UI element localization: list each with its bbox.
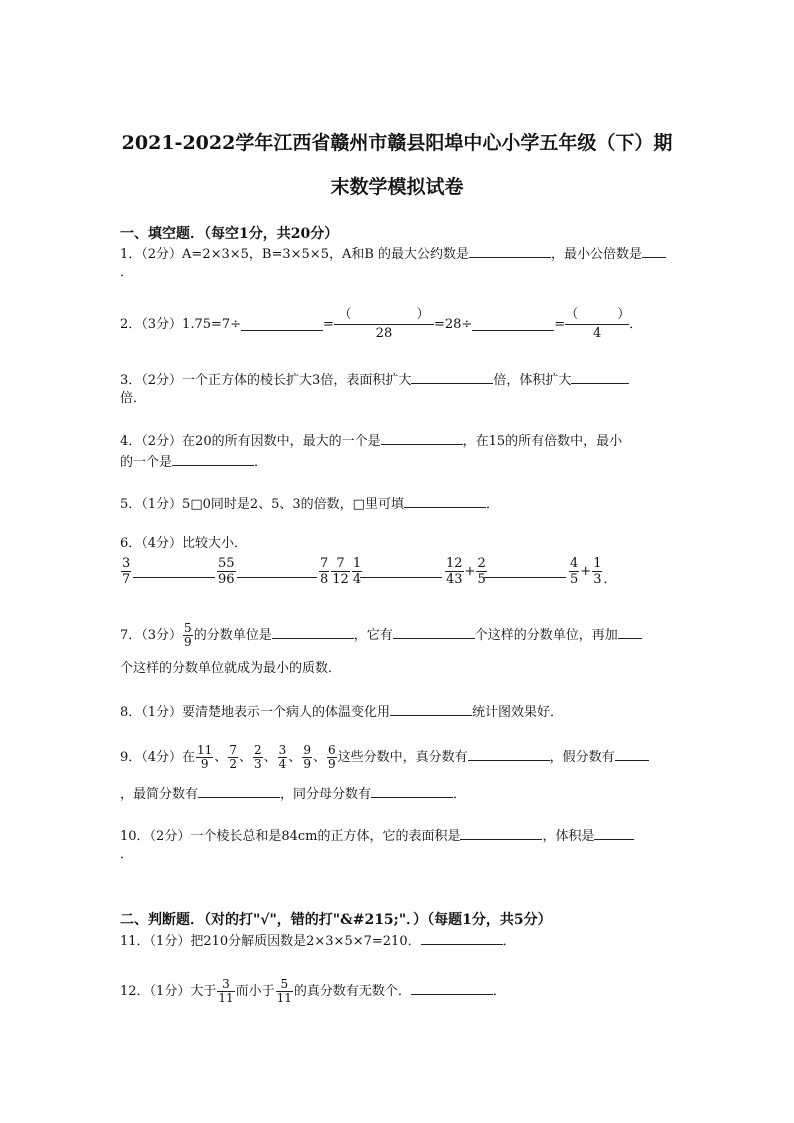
q6-fraction-7-8: $\frac{7}{8}$: [320, 556, 329, 587]
exam-title-line2: 末数学模拟试卷: [330, 176, 464, 198]
q7-line2: 个这样的分数单位就成为最小的质数．: [120, 661, 342, 676]
q10-blank-surface-area[interactable]: [460, 827, 542, 840]
q9-blank-improper[interactable]: [615, 748, 649, 761]
q9-fraction-9-9: $\frac{9}{9}$: [303, 743, 311, 771]
q7-blank-count[interactable]: [393, 626, 475, 639]
q6-fraction-55-96: $\frac{55}{96}$: [218, 556, 235, 587]
q1-blank-gcd[interactable]: [469, 245, 551, 258]
q6-fraction-1-4: $\frac{1}{4}$: [352, 556, 362, 587]
q9-separator: 、: [288, 750, 302, 765]
q5-text-a: 5．（1分）5□0同时是2、5、3的倍数，□里可填: [120, 497, 404, 512]
q4-blank-largest-factor[interactable]: [381, 432, 463, 445]
q2-fraction-2-denominator: 4: [593, 326, 602, 341]
q9-separator: 、: [214, 750, 228, 765]
q6-fraction-12-43: $\frac{12}{43}$: [446, 556, 463, 587]
question-8: 8．（1分）要清楚地表示一个病人的体温变化用 统计图效果好．: [120, 705, 564, 720]
q2-end: ．: [629, 316, 643, 332]
q3-end: 倍．: [120, 391, 147, 406]
q1-blank-lcm[interactable]: [642, 245, 666, 258]
q9-blank-same-denominator[interactable]: [371, 785, 453, 798]
q10-blank-volume[interactable]: [594, 827, 634, 840]
q1-text-a: 1．（2分）A=2×3×5，B=3×5×5，A和B 的最大公约数是: [120, 247, 470, 262]
q6-blank-1[interactable]: [133, 577, 215, 578]
q7-blank-add[interactable]: [618, 626, 642, 639]
q6-fraction-1-3: $\frac{1}{3}$: [593, 556, 602, 587]
q2-blank-1[interactable]: [241, 318, 323, 331]
q7-blank-unit[interactable]: [272, 626, 354, 639]
q2-fraction-2-numerator[interactable]: （ ）: [565, 306, 629, 325]
q6-compare-4: $\frac{4}{5}$ + $\frac{1}{3}$ ．: [570, 556, 617, 587]
question-9: 9．（4分）在 $\frac{11}{9}$ 、 $\frac{7}{2}$ 、 $\frac{2}{3}$ 、 $\frac{3}{4}$ 、 $\frac{9}{9}$ 、 $\frac{6}{9}$ 这些分数中，真分数有 ，假分数有: [120, 744, 649, 771]
q4-text-b: ，在15的所有倍数中，最小: [462, 434, 623, 449]
q9-separator: 、: [263, 750, 277, 765]
question-6: 6．（4分）比较大小．: [120, 536, 248, 551]
q6-compare-1-left: [120, 556, 132, 587]
q6-blank-3[interactable]: [360, 577, 442, 578]
q12-fraction-5-11: $\frac{5}{11}$: [276, 977, 292, 1005]
exam-title-line1: 2021-2022学年江西省赣州市赣县阳埠中心小学五年级（下）期: [121, 132, 673, 154]
q2-blank-2[interactable]: [472, 318, 554, 331]
q2-fraction-1-numerator[interactable]: （ ）: [334, 306, 434, 325]
question-4-line2: [120, 453, 267, 471]
q6-compare-1-right: [216, 556, 237, 587]
q12-fraction-3-11: $\frac{3}{11}$: [218, 977, 234, 1005]
q9-fraction-11-9: $\frac{11}{9}$: [197, 743, 213, 771]
q2-fraction-1-denominator: 28: [375, 326, 393, 341]
q8-blank-chart-type[interactable]: [390, 703, 472, 716]
question-5: [120, 495, 499, 513]
q6-fraction-7-12: $\frac{7}{12}$: [332, 556, 349, 587]
q3-blank-volume[interactable]: [571, 371, 629, 384]
question-9-line2: ，最简分数有 ，同分母分数有 ．: [120, 787, 467, 802]
section-true-false-heading: 二、判断题．（对的打"√"，错的打"&#215;"．）（每题1分，共5分）: [120, 912, 552, 928]
q4-text-d: ．: [254, 455, 268, 470]
q9-fraction-3-4: $\frac{3}{4}$: [278, 743, 287, 771]
q9-blank-proper[interactable]: [468, 748, 550, 761]
q9-separator: 、: [238, 750, 252, 765]
question-10: 10．（2分）一个棱长总和是84cm的正方体，它的表面积是 ，体积是: [120, 827, 634, 845]
q3-blank-area[interactable]: [411, 371, 493, 384]
q2-fraction-1: [334, 306, 434, 343]
q3-text-b: 倍，体积扩大: [493, 373, 572, 388]
q9-blank-simplest[interactable]: [198, 785, 280, 798]
q6-compare-2: [318, 556, 363, 587]
section-fill-blank-heading: 一、填空题．（每空1分，共20分）: [120, 226, 339, 242]
question-11: 11．（1分）把210分解质因数是2×3×5×7=210． ．: [120, 934, 516, 949]
question-1: [120, 245, 666, 263]
q9-fraction-2-3: $\frac{2}{3}$: [254, 743, 262, 771]
q6-blank-2[interactable]: [237, 577, 317, 578]
q4-text-a: 4．（2分）在20的所有因数中，最大的一个是: [120, 434, 381, 449]
q3-text-a: 3．（2分）一个正方体的棱长扩大3倍，表面积扩大: [120, 373, 412, 388]
q2-text-a: 2．（3分）1.75=7÷: [120, 316, 242, 332]
q2-eq2: =: [554, 316, 566, 332]
question-12: 12．（1分）大于 $\frac{3}{11}$ 而小于 $\frac{5}{11}$ 的真分数有无数个． ．: [120, 977, 506, 1005]
q9-separator: 、: [312, 750, 326, 765]
question-4: [120, 432, 622, 450]
q11-blank-judge[interactable]: [421, 932, 503, 945]
q4-text-c: 的一个是: [120, 455, 173, 470]
q9-fraction-list: [195, 743, 338, 771]
q12-blank-judge[interactable]: [411, 982, 493, 995]
q2-eq1: =: [323, 316, 334, 332]
q2-fraction-2: [565, 306, 629, 343]
question-3: [120, 371, 629, 389]
q6-fraction-3-7: $\frac{3}{7}$: [122, 556, 131, 587]
q6-blank-4[interactable]: [484, 577, 566, 578]
q1-text-b: ，最小公倍数是: [551, 247, 643, 262]
q9-fraction-6-9: $\frac{6}{9}$: [327, 743, 336, 771]
question-2: [120, 306, 642, 343]
q2-text-mid: =28÷: [433, 316, 473, 332]
q4-blank-smallest-multiple[interactable]: [172, 453, 254, 466]
q6-fraction-2-5: $\frac{2}{5}$: [477, 556, 486, 587]
q5-blank-digit[interactable]: [404, 495, 486, 508]
q10-end: ．: [120, 847, 134, 862]
question-7: 7．（3分） $\frac{5}{9}$ 的分数单位是 ，它有 个这样的分数单位，再加: [120, 622, 642, 649]
q7-fraction-5-9: $\frac{5}{9}$: [184, 621, 192, 649]
q9-fraction-7-2: $\frac{7}{2}$: [229, 743, 237, 771]
q6-compare-3: $\frac{12}{43}$ + $\frac{2}{5}$: [446, 556, 486, 587]
q6-fraction-4-5: $\frac{4}{5}$: [570, 556, 579, 587]
q5-text-b: ．: [485, 497, 499, 512]
q1-end: ．: [120, 265, 134, 280]
